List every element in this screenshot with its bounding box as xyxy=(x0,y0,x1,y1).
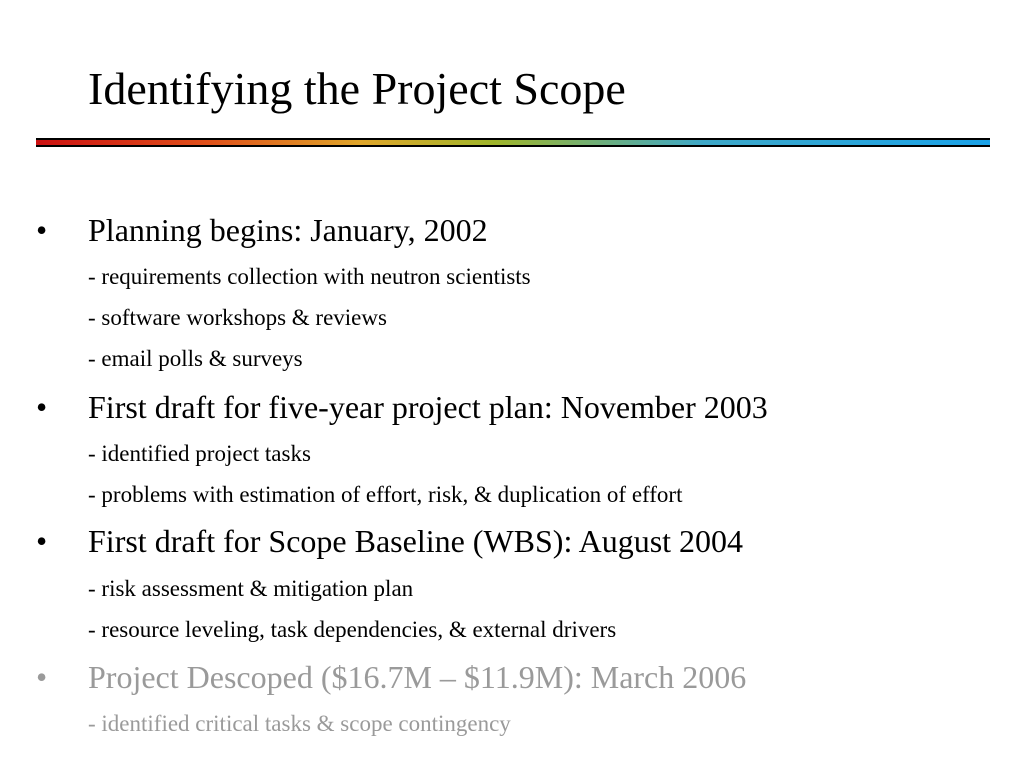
bullet-item xyxy=(0,385,1024,429)
bullet-item xyxy=(0,519,1024,563)
bullet-text: Project Descoped ($16.7M – $11.9M): March 2006 xyxy=(88,659,747,695)
bullet-text: Planning begins: January, 2002 xyxy=(88,212,488,248)
sub-item: - software workshops & reviews xyxy=(88,305,387,330)
bullet-marker: • xyxy=(36,212,48,248)
bullet-item xyxy=(0,208,1024,252)
title-divider xyxy=(36,138,990,147)
slide-title: Identifying the Project Scope xyxy=(88,63,626,114)
sub-item: - problems with estimation of effort, risk, & duplication of effort xyxy=(88,482,683,507)
bullet-text: First draft for five-year project plan: November 2003 xyxy=(88,389,768,425)
bullet-marker: • xyxy=(36,389,48,425)
bullet-marker: • xyxy=(36,523,48,559)
bullet-marker: • xyxy=(36,659,48,695)
sub-item: - email polls & surveys xyxy=(88,346,303,371)
sub-item: - risk assessment & mitigation plan xyxy=(88,576,414,601)
sub-item: - identified project tasks xyxy=(88,441,311,466)
bullet-text: First draft for Scope Baseline (WBS): August 2004 xyxy=(88,523,744,559)
bullet-item-dimmed xyxy=(0,655,1024,699)
sub-item-dimmed: - identified critical tasks & scope contingency xyxy=(88,711,511,736)
sub-item: - requirements collection with neutron scientists xyxy=(88,264,531,289)
sub-item: - resource leveling, task dependencies, & external drivers xyxy=(88,617,617,642)
